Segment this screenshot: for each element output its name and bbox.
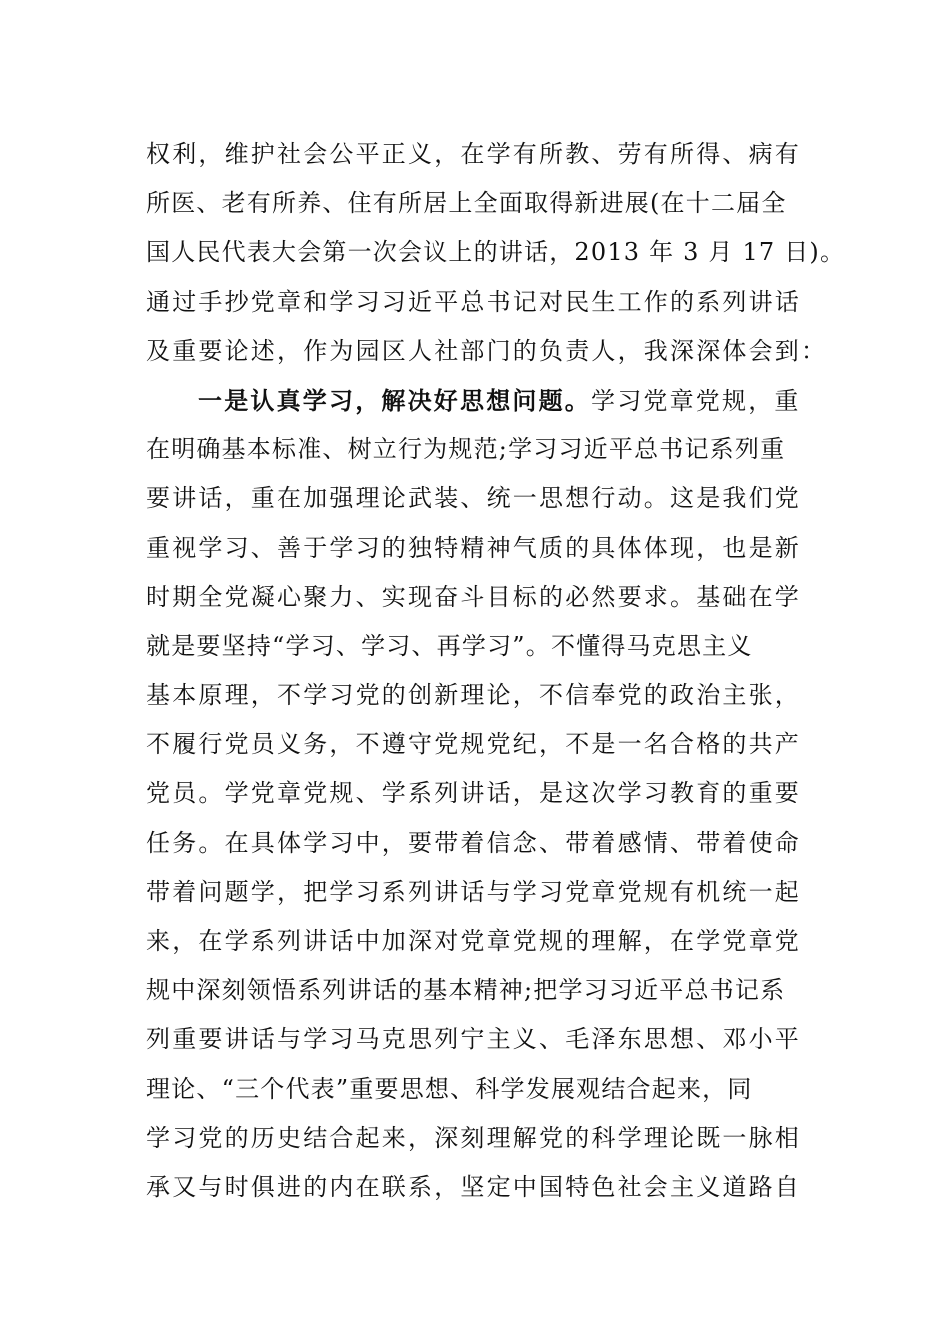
text-line: 规中深刻领悟系列讲话的基本精神;把学习习近平总书记系: [146, 976, 786, 1005]
text-line: 不履行党员义务，不遵守党规党纪，不是一名合格的共产: [146, 730, 801, 759]
text-line: 列重要讲话与学习马克思列宁主义、毛泽东思想、邓小平: [146, 1025, 801, 1054]
text-line: 及重要论述，作为园区人社部门的负责人，我深深体会到：: [146, 336, 828, 365]
text-line: 带着问题学，把学习系列讲话与学习党章党规有机统一起: [146, 877, 801, 906]
paragraph-start-line: [146, 376, 826, 425]
text-line-continuation: 学习党章党规，重: [591, 386, 801, 415]
text-line: 基本原理，不学习党的创新理论，不信奉党的政治主张，: [146, 681, 801, 710]
text-line: 通过手抄党章和学习习近平总书记对民生工作的系列讲话: [146, 287, 801, 316]
text-line: 任务。在具体学习中，要带着信念、带着感情、带着使命: [146, 828, 801, 857]
text-line: 承又与时俱进的内在联系，坚定中国特色社会主义道路自: [146, 1172, 801, 1201]
text-line: 时期全党凝心聚力、实现奋斗目标的必然要求。基础在学: [146, 582, 801, 611]
text-line: 所医、老有所养、住有所居上全面取得新进展(在十二届全: [146, 189, 787, 218]
text-line: 要讲话，重在加强理论武装、统一思想行动。这是我们党: [146, 484, 801, 513]
text-line: 就是要坚持“学习、学习、再学习”。不懂得马克思主义: [146, 631, 753, 660]
text-line: 学习党的历史结合起来，深刻理解党的科学理论既一脉相: [146, 1123, 801, 1152]
text-line: 权利，维护社会公平正义，在学有所教、劳有所得、病有: [146, 140, 801, 168]
text-line: 来，在学系列讲话中加深对党章党规的理解，在学党章党: [146, 927, 801, 955]
text-line: 党员。学党章党规、学系列讲话，是这次学习教育的重要: [146, 779, 801, 808]
text-line: 在明确基本标准、树立行为规范;学习习近平总书记系列重: [146, 435, 786, 464]
text-line: 理论、“三个代表”重要思想、科学发展观结合起来，同: [146, 1074, 753, 1103]
text-line: 重视学习、善于学习的独特精神气质的具体体现，也是新: [146, 533, 801, 562]
section-heading: 一是认真学习，解决好思想问题。: [198, 385, 591, 415]
text-line: 国人民代表大会第一次会议上的讲话，2013 年 3 月 17 日)。: [146, 238, 846, 267]
body-text: [146, 130, 846, 1212]
